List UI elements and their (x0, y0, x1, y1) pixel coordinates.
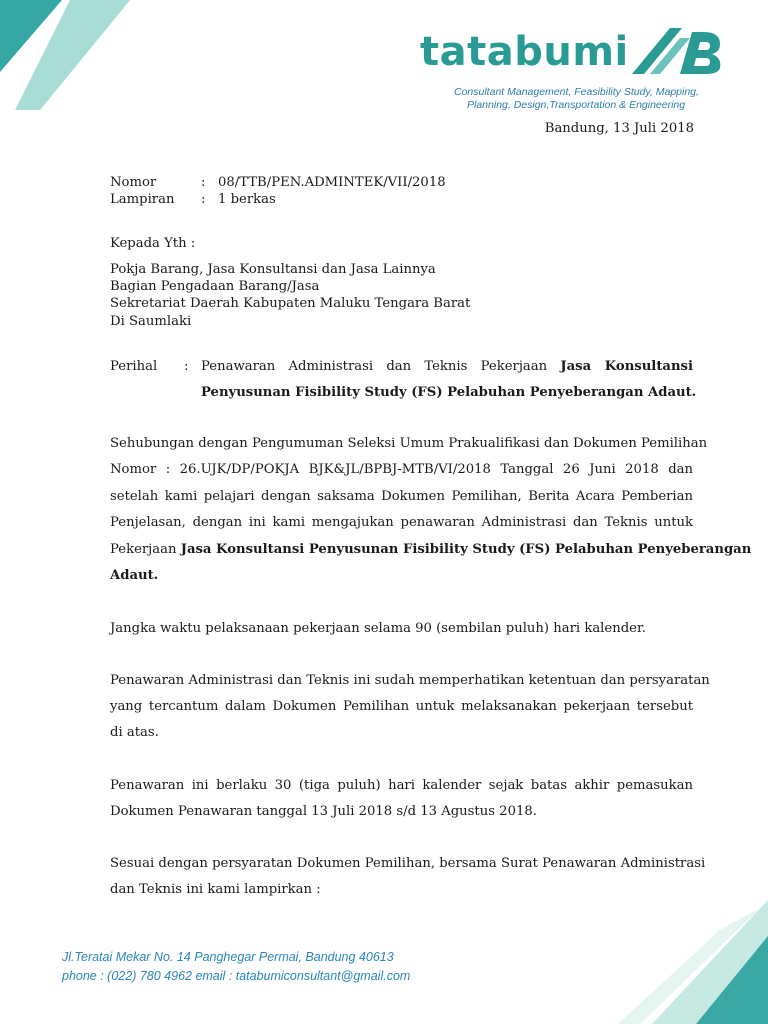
p4-line1: Penawaran ini berlaku 30 (tiga puluh) hari kalender sejak batas akhir pemasukan (110, 778, 693, 793)
p1-line3: setelah kami pelajari dengan saksama Dokumen Pemilihan, Berita Acara Pemberian (110, 489, 693, 504)
meta-label-lampiran: Lampiran (110, 192, 175, 207)
perihal-line1 (201, 358, 693, 376)
company-logo-icon (630, 24, 722, 80)
meta-sep-nomor: : (201, 175, 206, 190)
p1-line4: Penjelasan, dengan ini kami mengajukan penawaran Administrasi dan Teknis untuk (110, 515, 693, 530)
perihal-sep: : (184, 359, 189, 374)
recipient-line: Di Saumlaki (110, 314, 192, 329)
p3-line2: yang tercantum dalam Dokumen Pemilihan untuk melaksanakan pekerjaan tersebut (110, 699, 693, 714)
recipient-line: Sekretariat Daerah Kabupaten Maluku Tengara Barat (110, 296, 471, 311)
perihal-label: Perihal (110, 359, 158, 374)
recipient-heading: Kepada Yth : (110, 236, 196, 251)
p5-line1: Sesuai dengan persyaratan Dokumen Pemilihan, bersama Surat Penawaran Administrasi (110, 856, 706, 871)
meta-label-nomor: Nomor (110, 175, 157, 190)
perihal-bold2: Penyusunan Fisibility Study (FS) Pelabuhan Penyeberangan Adaut. (201, 385, 697, 400)
p1-line5 (110, 541, 752, 559)
meta-value-nomor: 08/TTB/PEN.ADMINTEK/VII/2018 (218, 175, 446, 190)
p1-line6: Adaut. (110, 568, 159, 583)
meta-sep-lampiran: : (201, 192, 206, 207)
company-tagline-line1: Consultant Management, Feasibility Study, Mapping, (454, 86, 699, 98)
meta-value-lampiran: 1 berkas (218, 192, 276, 207)
footer-address: Jl.Teratai Mekar No. 14 Panghegar Permai, Bandung 40613 (62, 950, 394, 964)
perihal-plain: Penawaran Administrasi dan Teknis Pekerjaan (201, 359, 548, 374)
p4-line2: Dokumen Penawaran tanggal 13 Juli 2018 s/d 13 Agustus 2018. (110, 804, 537, 819)
company-tagline-line2: Planning, Design,Transportation & Engineering (467, 99, 686, 111)
recipient-line: Bagian Pengadaan Barang/Jasa (110, 279, 320, 294)
p3-line3: di atas. (110, 725, 159, 740)
footer-contact: phone : (022) 780 4962 email : tatabumiconsultant@gmail.com (62, 969, 411, 983)
p1-line1: Sehubungan dengan Pengumuman Seleksi Umum Prakualifikasi dan Dokumen Pemilihan (110, 436, 708, 451)
perihal-bold1: Jasa Konsultansi (560, 359, 693, 374)
p1-line2: Nomor : 26.UJK/DP/POKJA BJK&JL/BPBJ-MTB/VI/2018 Tanggal 26 Juni 2018 dan (110, 462, 693, 477)
company-name: tatabumi (420, 29, 629, 75)
p1-line5-plain: Pekerjaan (110, 542, 177, 557)
bottom-right-decoration (600, 900, 768, 1024)
letter-date: Bandung, 13 Juli 2018 (544, 121, 694, 136)
top-left-decoration (0, 0, 140, 130)
recipient-line: Pokja Barang, Jasa Konsultansi dan Jasa Lainnya (110, 262, 436, 277)
p1-line5-bold: Jasa Konsultansi Penyusunan Fisibility Study (FS) Pelabuhan Penyeberangan (180, 542, 752, 557)
p5-line2: dan Teknis ini kami lampirkan : (110, 882, 321, 897)
p3-line1: Penawaran Administrasi dan Teknis ini sudah memperhatikan ketentuan dan persyaratan (110, 673, 710, 688)
p2-line1: Jangka waktu pelaksanaan pekerjaan selama 90 (sembilan puluh) hari kalender. (110, 621, 646, 636)
